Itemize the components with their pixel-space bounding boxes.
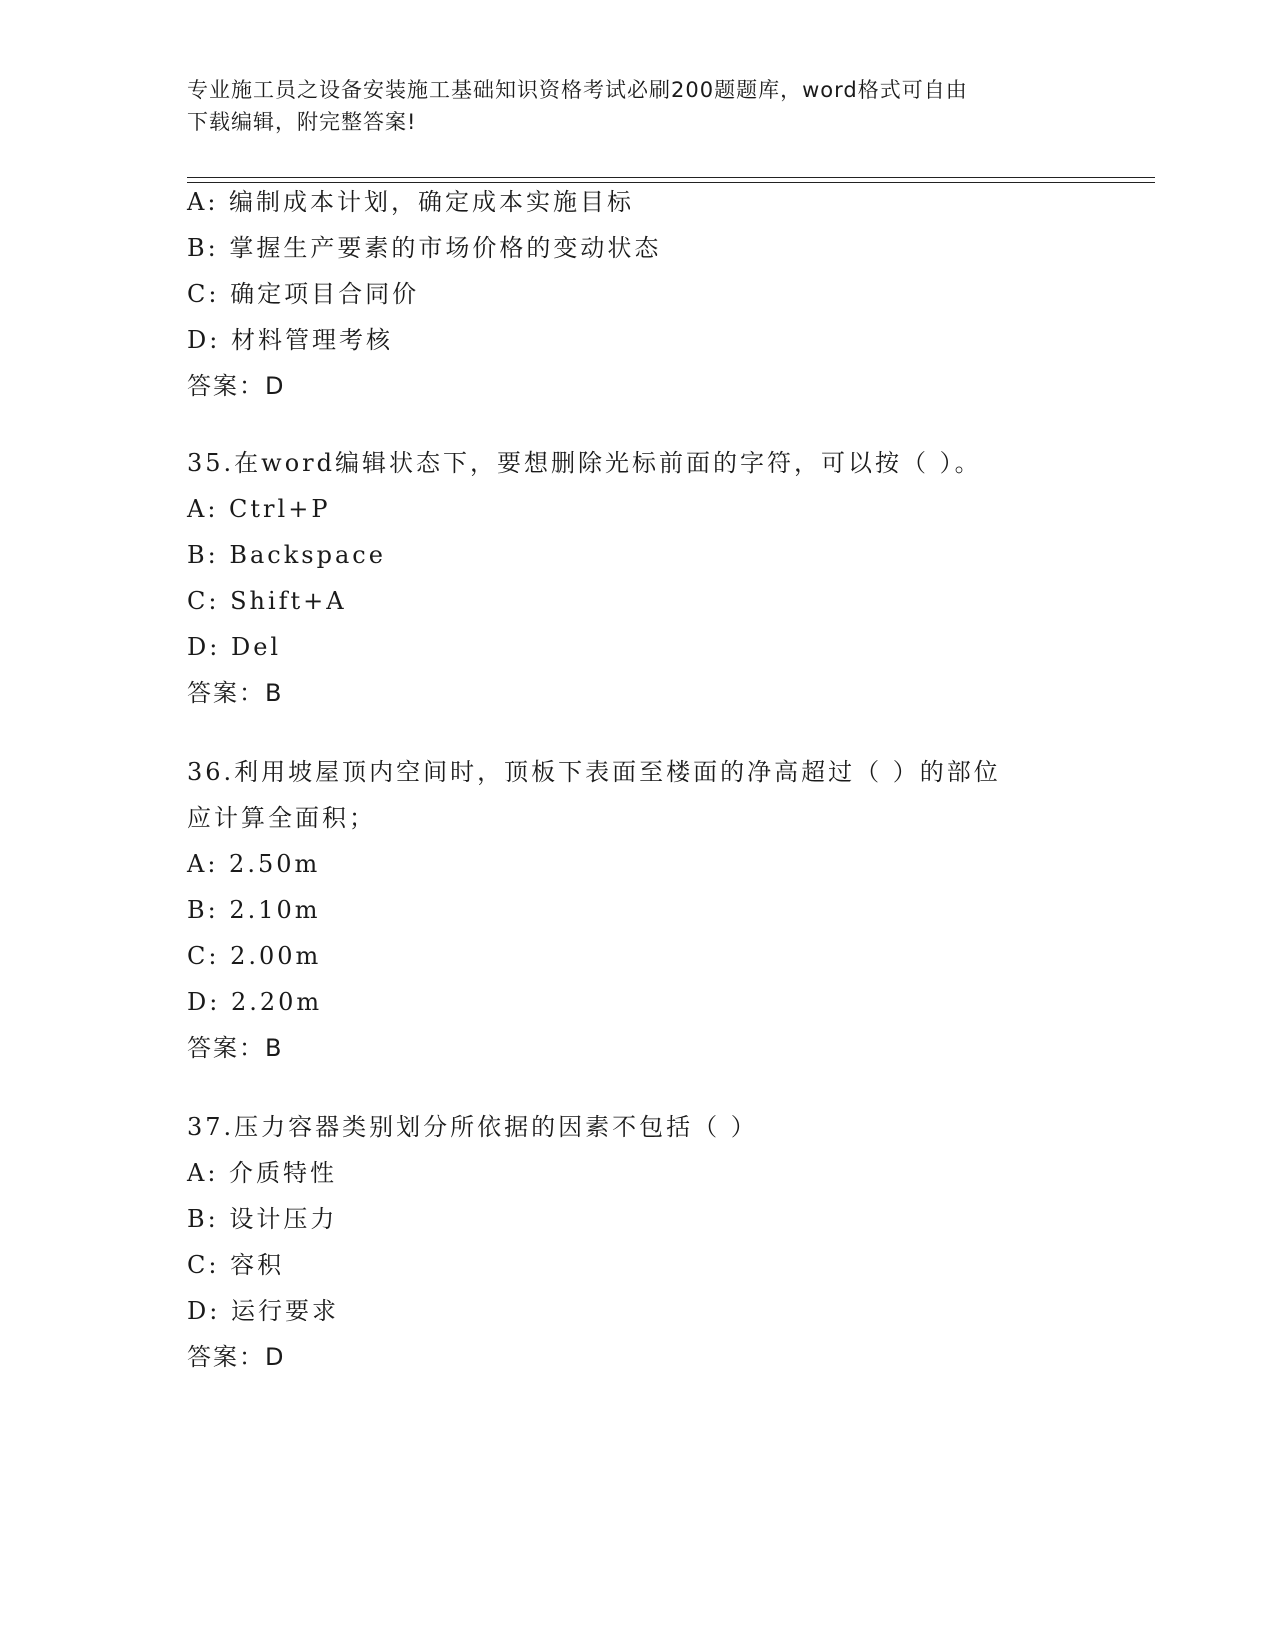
answer: 答案：B xyxy=(187,1034,284,1062)
option-a: A: 2.50m xyxy=(187,850,321,878)
option-b: B: Backspace xyxy=(187,541,386,569)
question-35 xyxy=(187,440,1087,716)
option-a: A: 编制成本计划，确定成本实施目标 xyxy=(187,188,635,216)
question-37 xyxy=(187,1104,1087,1380)
answer: 答案：B xyxy=(187,679,284,707)
option-b: B: 2.10m xyxy=(187,896,321,924)
answer: 答案：D xyxy=(187,372,286,400)
option-c: C: 容积 xyxy=(187,1251,285,1279)
question-stem: 37.压力容器类别划分所依据的因素不包括（ ） xyxy=(187,1113,758,1141)
header-title-line-1: 专业施工员之设备安装施工基础知识资格考试必刷200题题库，word格式可自由 xyxy=(187,78,968,102)
option-d: D: 运行要求 xyxy=(187,1297,339,1325)
question-36 xyxy=(187,749,1087,1071)
document-header xyxy=(187,74,1067,138)
option-c: C: Shift+A xyxy=(187,587,347,615)
header-divider-top xyxy=(187,177,1155,178)
option-c: C: 2.00m xyxy=(187,942,322,970)
option-d: D: 材料管理考核 xyxy=(187,326,393,354)
option-d: D: 2.20m xyxy=(187,988,323,1016)
option-d: D: Del xyxy=(187,633,282,661)
option-c: C: 确定项目合同价 xyxy=(187,280,420,308)
option-b: B: 设计压力 xyxy=(187,1205,338,1233)
answer: 答案：D xyxy=(187,1343,286,1371)
question-stem-line-1: 36.利用坡屋顶内空间时，顶板下表面至楼面的净高超过（ ）的部位 xyxy=(187,758,1001,786)
option-b: B: 掌握生产要素的市场价格的变动状态 xyxy=(187,234,662,262)
option-a: A: 介质特性 xyxy=(187,1159,338,1187)
header-title-line-2: 下载编辑，附完整答案! xyxy=(187,110,417,134)
option-a: A: Ctrl+P xyxy=(187,495,331,523)
question-34 xyxy=(187,179,1087,409)
question-stem-line-2: 应计算全面积； xyxy=(187,804,376,832)
question-stem: 35.在word编辑状态下，要想删除光标前面的字符，可以按（ ）。 xyxy=(187,449,982,477)
